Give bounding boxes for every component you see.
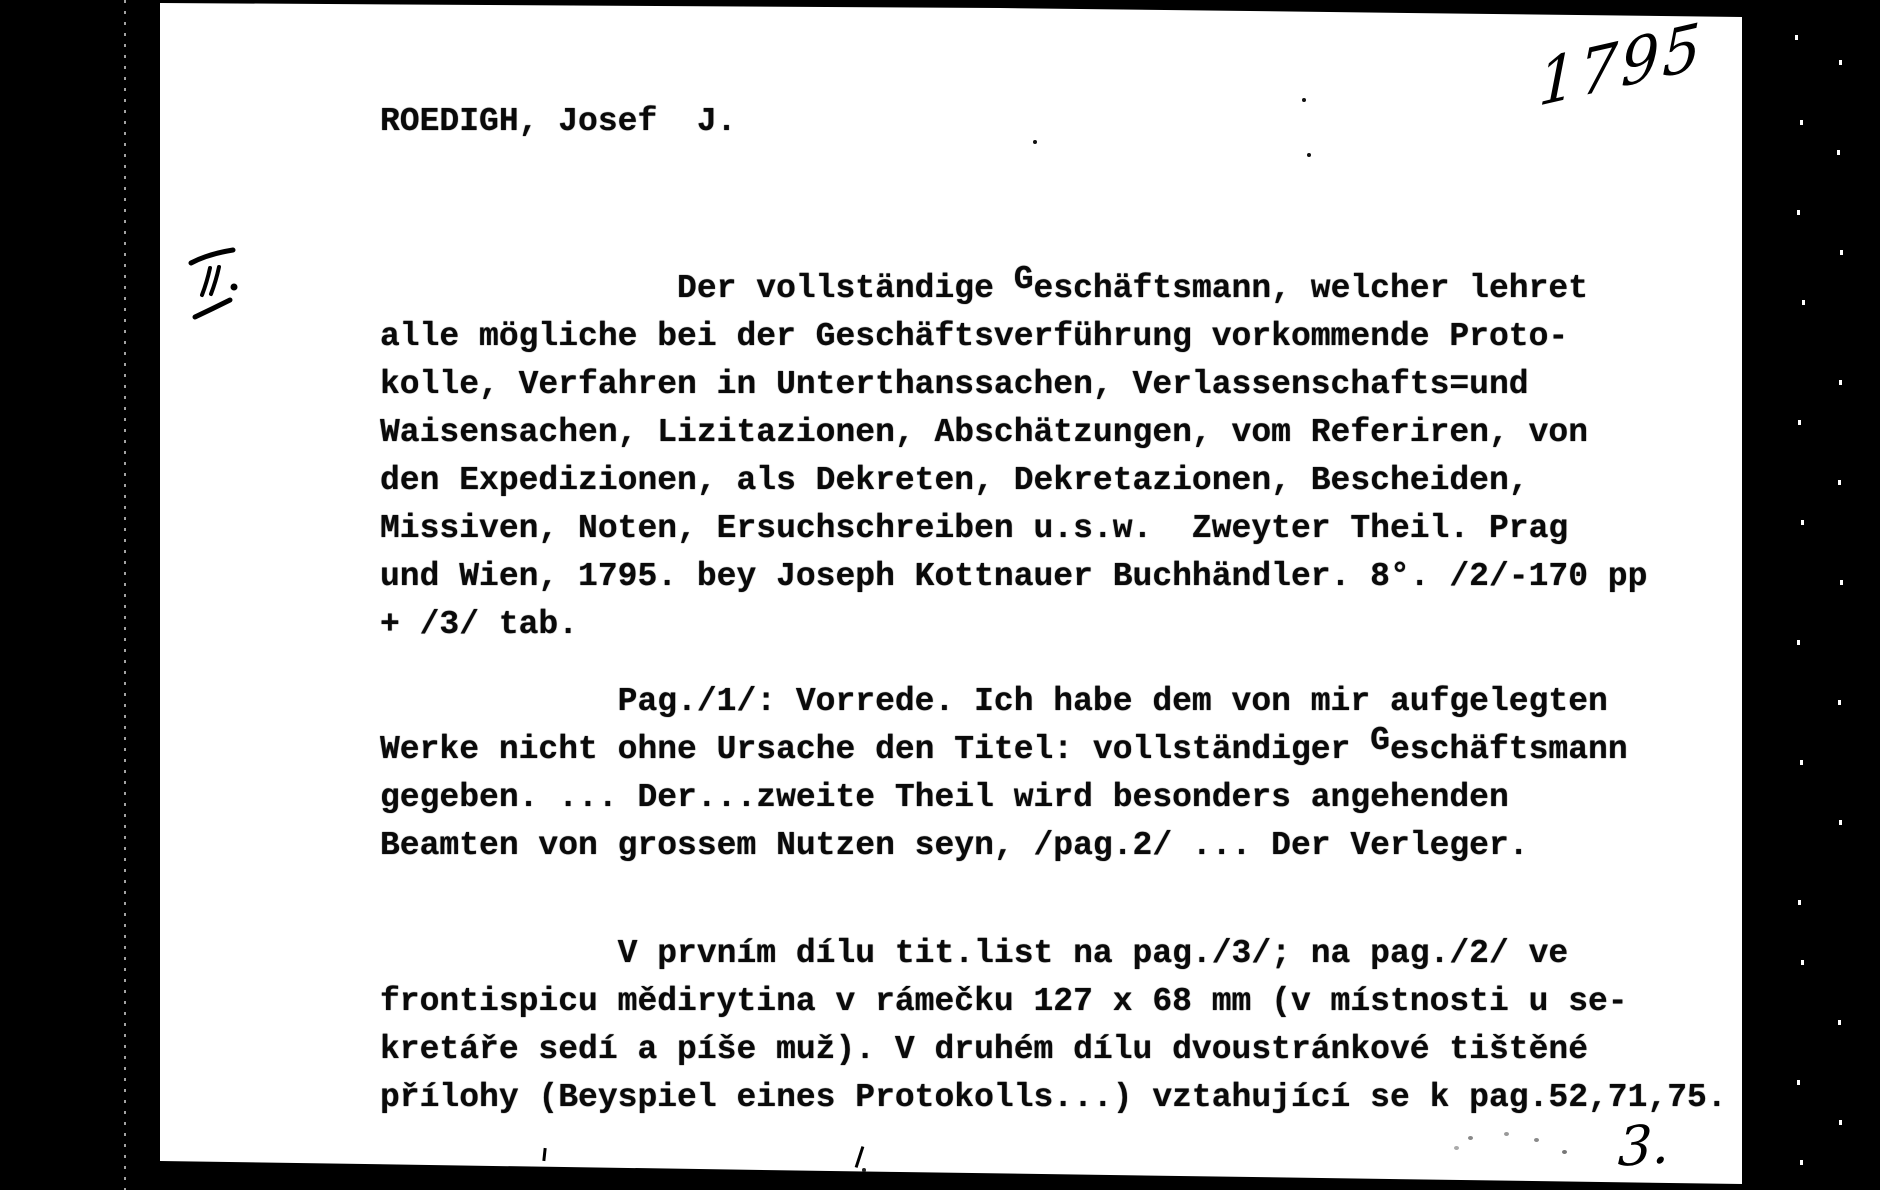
scan-specks	[1033, 140, 1037, 144]
paragraph-czech-note	[380, 930, 1727, 1122]
typed-line: Der vollständige Geschäftsmann, welcher lehret	[380, 261, 1589, 307]
stray-mark	[1468, 1136, 1473, 1140]
typed-line: V prvním dílu tit.list na pag./3/; na pag./2/ ve	[380, 935, 1569, 972]
typed-line: Werke nicht ohne Ursache den Titel: vollständiger Geschäftsmann	[380, 722, 1628, 768]
typed-line: kolle, Verfahren in Unterthanssachen, Verlassenschafts=und	[380, 366, 1529, 403]
typed-line: gegeben. ... Der...zweite Theil wird besonders angehenden	[380, 779, 1509, 816]
film-edge-line	[124, 0, 126, 1190]
typed-line: přílohy (Beyspiel eines Protokolls...) vztahující se k pag.52,71,75.	[380, 1079, 1727, 1116]
typed-line: den Expedizionen, als Dekreten, Dekretazionen, Bescheiden,	[380, 462, 1529, 499]
author-heading: ROEDIGH, Josef J.	[380, 103, 737, 140]
typed-line: Beamten von grossem Nutzen seyn, /pag.2/ ... Der Verleger.	[380, 827, 1529, 864]
typed-line: frontispicu mědirytina v rámečku 127 x 68 mm (v místnosti u se-	[380, 983, 1628, 1020]
handwritten-year: 1795	[1537, 7, 1705, 122]
typed-line: Pag./1/: Vorrede. Ich habe dem von mir aufgelegten	[380, 683, 1608, 720]
typed-line: Missiven, Noten, Ersuchschreiben u.s.w. Zweyter Theil. Prag	[380, 510, 1569, 547]
typed-line: alle mögliche bei der Geschäftsverführung vorkommende Proto-	[380, 318, 1569, 355]
typed-line: und Wien, 1795. bey Joseph Kottnauer Buchhändler. 8°. /2/-170 pp	[380, 558, 1648, 595]
film-speckles	[1795, 35, 1798, 40]
typed-line: + /3/ tab.	[380, 606, 579, 643]
paragraph-description	[380, 261, 1648, 649]
paragraph-vorrede	[380, 678, 1628, 870]
typed-line: Waisensachen, Lizitazionen, Abschätzungen, vom Referiren, von	[380, 414, 1588, 451]
typed-line: kretáře sedí a píše muž). V druhém dílu dvoustránkové tištěné	[380, 1031, 1588, 1068]
handwritten-section-numeral	[188, 247, 242, 325]
handwritten-page-number: 3.	[1616, 1112, 1671, 1179]
